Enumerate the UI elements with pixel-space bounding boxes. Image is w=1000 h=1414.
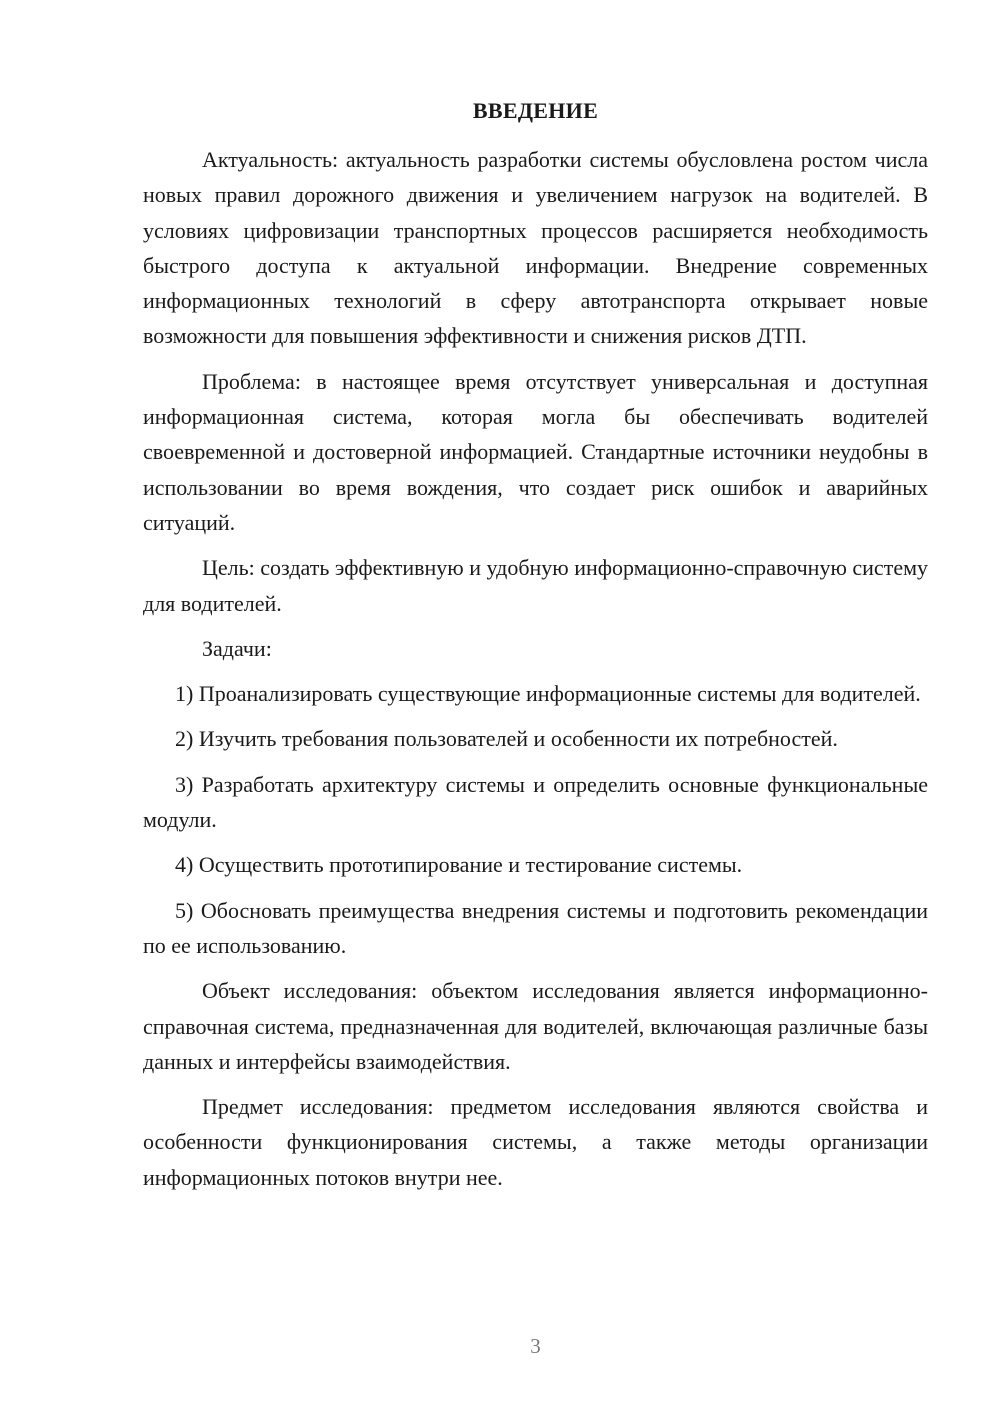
task-item-4: 4) Осуществить прототипирование и тестирование системы. [175,852,743,878]
document-page [143,0,928,1414]
task-item-1: 1) Проанализировать существующие информационные системы для водителей. [175,681,921,707]
paragraph-problem: Проблема: в настоящее время отсутствует универсальная и доступная информационная система, которая могла бы обеспечивать водителей своевременной и достоверной информацией. Стандартные источники неудобны в использовании во время вождения, что создает риск ошибок и аварийных ситуаций. [143,368,928,535]
task-item-5: 5) Обосновать преимущества внедрения системы и подготовить рекомендации по ее использованию. [143,897,928,958]
paragraph-object: Объект исследования: объектом исследования является информационно-справочная система, предназначенная для водителей, включающая различные базы данных и интерфейсы взаимодействия. [143,978,928,1074]
paragraph-relevance: Актуальность: актуальность разработки системы обусловлена ростом числа новых правил дорожного движения и увеличением нагрузок на водителей. В условиях цифровизации транспортных процессов расширяется необходимость быстрого доступа к актуальной информации. Внедрение современных информационных технологий в сферу автотранспорта открывает новые возможности для повышения эффективности и снижения рисков ДТП. [143,147,928,349]
document-body [143,142,928,1205]
task-item-2: 2) Изучить требования пользователей и особенности их потребностей. [175,726,838,752]
section-title: ВВЕДЕНИЕ [472,98,599,123]
paragraph-goal: Цель: создать эффективную и удобную информационно-справочную систему для водителей. [143,555,928,616]
paragraph-subject: Предмет исследования: предметом исследования являются свойства и особенности функционирования системы, а также методы организации информационных потоков внутри нее. [143,1094,928,1190]
page-number: 3 [530,1334,541,1358]
task-item-3: 3) Разработать архитектуру системы и определить основные функциональные модули. [143,771,928,833]
paragraph-tasks-heading: Задачи: [202,635,272,661]
